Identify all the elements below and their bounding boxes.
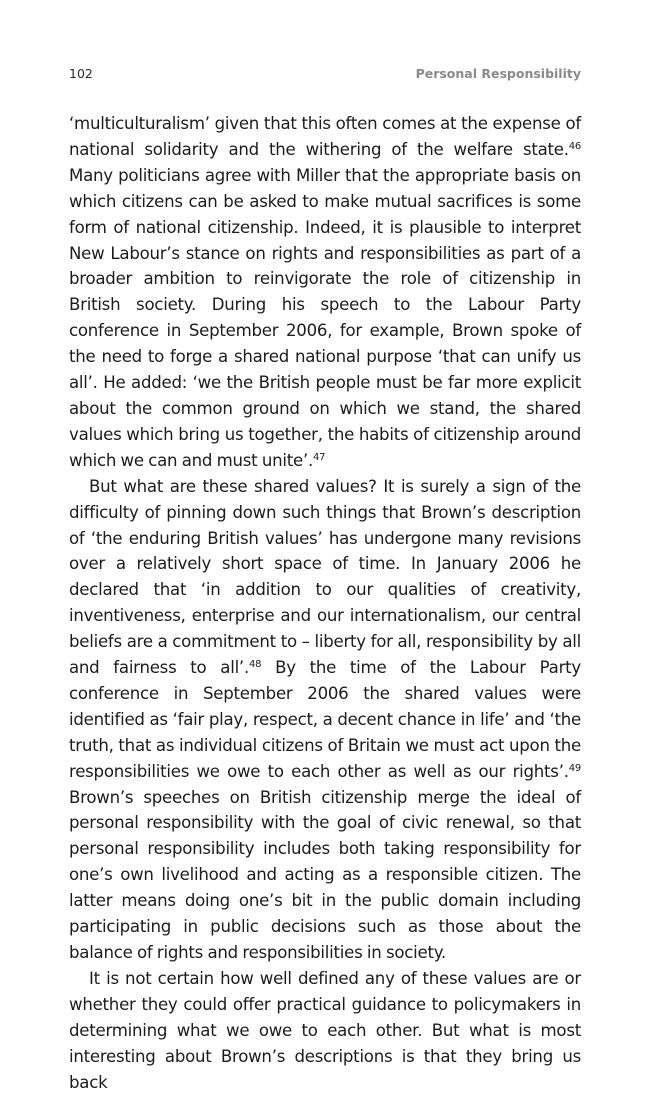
footnote-ref: 49 <box>568 762 581 774</box>
footnote-ref: 46 <box>568 140 581 152</box>
body-text <box>69 111 581 1095</box>
paragraph-text: But what are these shared values? It is surely a sign of the difficulty of pinning down such things that Brown’s description of ‘the enduring British values’ has undergone many revisions over a relatively short space of time. In January 2006 he declared that ‘in addition to our qualities of creativity, inventiveness, enterprise and our internationalism, our central beliefs are a commitment to – liberty for all, responsibility by all and fairness to all’. <box>69 476 581 678</box>
paragraph-text: Brown’s speeches on British citizenship merge the ideal of personal responsibility with the goal of civic renewal, so that personal responsibility includes both taking responsibility for one’s own livelihood and acting as a responsible citizen. The latter means doing one’s bit in the public domain including participating in public decisions such as those about the balance of rights and responsibilities in society. <box>69 787 581 962</box>
running-head: Personal Responsibility <box>415 66 581 81</box>
paragraph-2 <box>69 474 581 966</box>
paragraph-1 <box>69 111 581 474</box>
paragraph-text: It is not certain how well defined any of these values are or whether they could offer practical guidance to policymakers in determining what we owe to each other. But what is most interesting about Brown’s descriptions is that they bring us back <box>69 968 581 1092</box>
footnote-ref: 47 <box>313 451 326 463</box>
paragraph-text: Many politicians agree with Miller that the appropriate basis on which citizens can be asked to make mutual sacrifices is some form of national citizenship. Indeed, it is plausible to interpret New Labour’s stance on rights and responsibilities as part of a broader ambition to reinvigorate the role of citizenship in British society. During his speech to the Labour Party conference in September 2006, for example, Brown spoke of the need to forge a shared national purpose ‘that can unify us all’. He added: ‘we the British people must be far more explicit about the common ground on which we stand, the shared values which bring us together, the habits of citizenship around which we can and must unite’. <box>69 165 581 470</box>
paragraph-text: ‘multiculturalism’ given that this often comes at the expense of national solidarity and the withering of the welfare state. <box>69 114 581 159</box>
page-number: 102 <box>69 66 93 81</box>
footnote-ref: 48 <box>249 659 262 671</box>
paragraph-text: By the time of the Labour Party conference in September 2006 the shared values were identified as ‘fair play, respect, a decent chance in life’ and ‘the truth, that as individual citizens of Britain we must act upon the responsibilities we owe to each other as well as our rights’. <box>69 658 581 781</box>
page-header <box>69 66 581 84</box>
